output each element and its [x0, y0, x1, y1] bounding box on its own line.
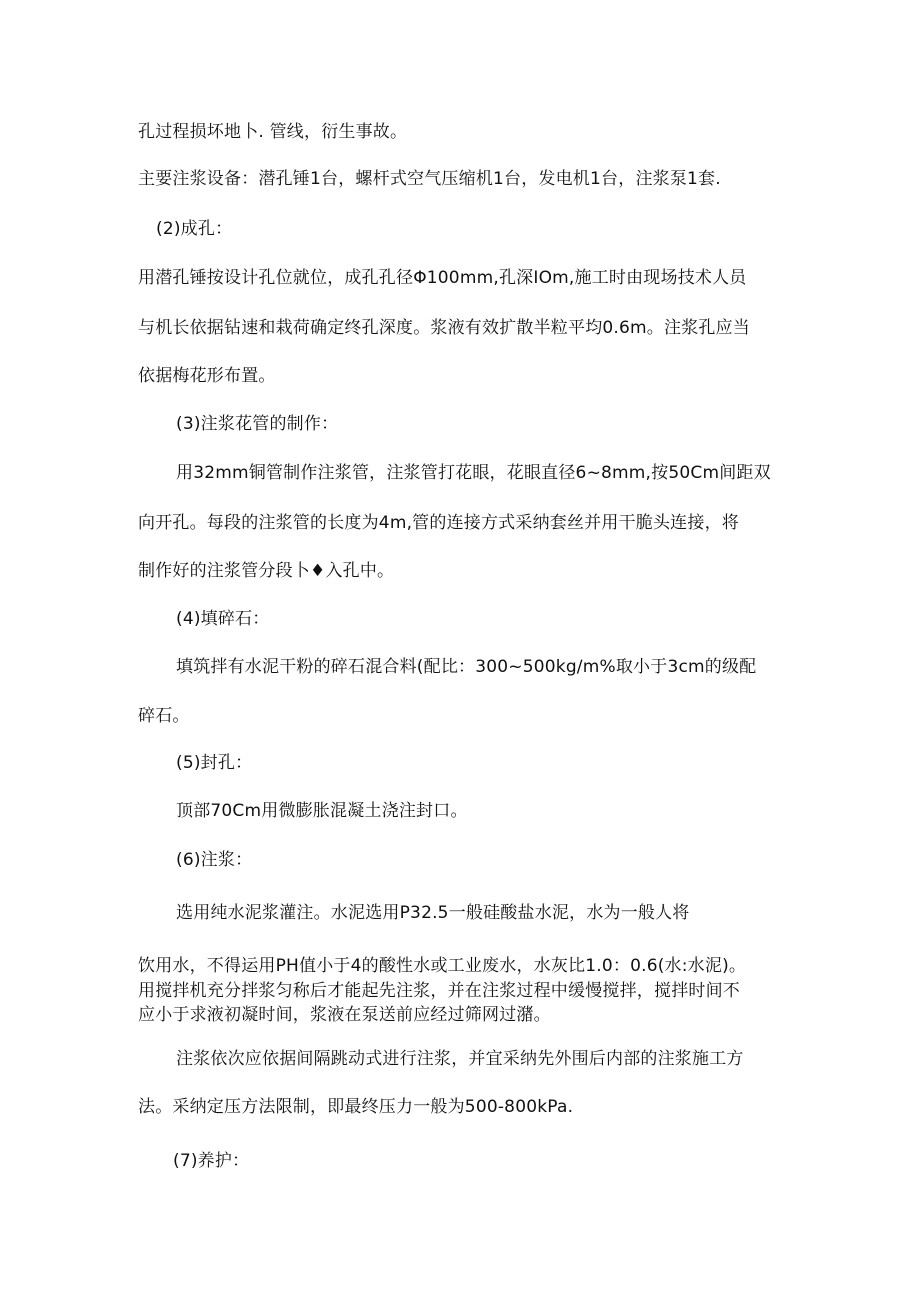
text-line-12: 填筑拌有水泥干粉的碎石混合料(配比：300~500kg∕m%取小于3cm的级配: [176, 657, 757, 677]
heading-suishi: (4)填碎石：: [176, 609, 270, 629]
text-line-1: 孔过程损坏地卜. 管线，衍生事故。: [138, 122, 408, 142]
text-line-4: 用潜孔锤按设计孔位就位，成孔孔径Φ100mm,孔深IOm,施工时由现场技术人员: [138, 268, 747, 288]
heading-chengkong: (2)成孔：: [156, 219, 233, 239]
text-line-5: 与机长依据钻速和栽荷确定终孔深度。浆液有效扩散半粒平均0.6m。注浆孔应当: [138, 318, 750, 338]
heading-huaguan: (3)注浆花管的制作：: [176, 414, 339, 434]
text-line-9: 向开孔。每段的注浆管的长度为4m,管的连接方式采纳套丝并用干脆头连接，将: [138, 513, 739, 533]
text-line-2: 主要注浆设备：潜孔锤1台，螺杆式空气压缩机1台，发电机1台，注浆泵1套.: [138, 169, 721, 189]
heading-zhujiang: (6)注浆：: [176, 850, 253, 870]
text-line-21: 注浆依次应依据间隔跳动式进行注浆，并宜采纳先外围后内部的注浆施工方: [176, 1049, 744, 1069]
text-line-15: 顶部70Cm用微膨胀混凝土浇注封口。: [176, 801, 468, 821]
text-line-13: 碎石。: [138, 706, 190, 726]
text-line-19: 用搅拌机充分拌浆匀称后才能起先注浆，并在注浆过程中缓慢搅拌，搅拌时间不: [138, 981, 740, 1001]
text-line-17: 选用纯水泥浆灌注。水泥选用P32.5一般硅酸盐水泥，水为一般人将: [176, 903, 690, 923]
text-line-20: 应小于求液初凝时间，浆液在泵送前应经过筛网过潴。: [138, 1005, 551, 1025]
text-line-18: 饮用水，不得运用PH值小于4的酸性水或工业废水，水灰比1.0：0.6(水:水泥)。: [138, 956, 747, 976]
heading-fengkong: (5)封孔：: [176, 753, 253, 773]
text-line-8: 用32mm铜管制作注浆管，注浆管打花眼，花眼直径6~8mm,按50Cm间距双: [176, 463, 771, 483]
text-line-22: 法。采纳定压方法限制，即最终压力一般为500-800kPa.: [138, 1097, 574, 1117]
text-line-10: 制作好的注浆管分段卜♦入孔中。: [138, 561, 395, 581]
heading-yanghu: (7)养护：: [173, 1151, 250, 1171]
text-line-6: 依据梅花形布置。: [138, 366, 276, 386]
